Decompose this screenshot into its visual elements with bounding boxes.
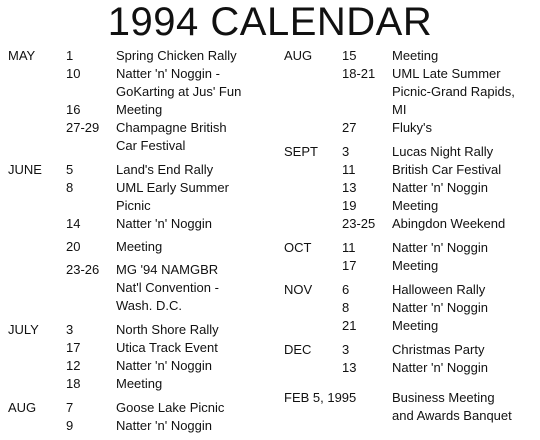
month-label: AUG	[8, 400, 37, 415]
event-row	[342, 299, 536, 317]
month-label: MAY	[8, 48, 36, 63]
event-row	[342, 179, 536, 197]
event-date: 15	[342, 48, 357, 63]
event-description: Natter 'n' Noggin	[116, 216, 213, 231]
event-description: Meeting	[116, 376, 163, 391]
event-date: 8	[342, 300, 350, 315]
event-row	[66, 101, 276, 119]
event-description: North Shore Rally	[116, 322, 219, 337]
event-row	[342, 281, 536, 299]
event-date: 20	[66, 239, 81, 254]
event-date: 6	[342, 282, 350, 297]
event-row	[66, 47, 276, 65]
event-date: 3	[342, 342, 350, 357]
event-description: MG '94 NAMGBR	[116, 262, 219, 277]
month-block-aug	[8, 399, 276, 435]
month-block-july	[8, 321, 276, 393]
event-description: Meeting	[392, 48, 439, 63]
event-description: Picnic	[116, 198, 151, 213]
event-date: 1	[66, 48, 74, 63]
event-row	[342, 239, 536, 257]
event-description: Picnic-Grand Rapids,	[392, 84, 515, 99]
month-block-june	[8, 161, 276, 315]
event-description: Natter 'n' Noggin -	[116, 66, 220, 81]
event-row	[342, 161, 536, 179]
event-description: and Awards Banquet	[392, 408, 512, 423]
right-column	[284, 47, 536, 425]
event-row	[342, 143, 536, 161]
event-description: Christmas Party	[392, 342, 485, 357]
event-date: 17	[342, 258, 357, 273]
event-description: Land's End Rally	[116, 162, 214, 177]
month-label: SEPT	[284, 144, 318, 159]
event-row	[66, 261, 276, 315]
month-block-oct	[284, 239, 536, 275]
event-row	[66, 375, 276, 393]
event-description: Natter 'n' Noggin	[116, 418, 213, 433]
event-description: Meeting	[116, 102, 163, 117]
month-label: DEC	[284, 342, 312, 357]
event-row	[66, 339, 276, 357]
event-description: Goose Lake Picnic	[116, 400, 225, 415]
event-row	[342, 341, 536, 359]
event-row	[66, 321, 276, 339]
event-date: FEB 5, 1995	[284, 390, 357, 405]
event-row	[342, 65, 536, 119]
event-date: 13	[342, 360, 357, 375]
event-date: 7	[66, 400, 74, 415]
event-row	[342, 47, 536, 65]
event-description: MI	[392, 102, 407, 117]
event-date: 18-21	[342, 66, 376, 81]
event-description: British Car Festival	[392, 162, 502, 177]
event-description: Natter 'n' Noggin	[116, 358, 213, 373]
event-description: GoKarting at Jus' Fun	[116, 84, 242, 99]
event-description: Meeting	[392, 258, 439, 273]
event-date: 19	[342, 198, 357, 213]
month-block-dec	[284, 341, 536, 377]
event-date: 5	[66, 162, 74, 177]
event-row	[66, 417, 276, 435]
event-description: Nat'l Convention -	[116, 280, 219, 295]
event-date: 3	[66, 322, 74, 337]
event-date: 14	[66, 216, 81, 231]
event-description: Utica Track Event	[116, 340, 218, 355]
event-description: Fluky's	[392, 120, 433, 135]
event-description: Champagne British	[116, 120, 227, 135]
month-label: AUG	[284, 48, 313, 63]
month-label: JULY	[8, 322, 39, 337]
event-date: 21	[342, 318, 357, 333]
event-date: 10	[66, 66, 81, 81]
event-date: 23-26	[66, 262, 100, 277]
month-label: OCT	[284, 240, 312, 255]
month-block-sept	[284, 143, 536, 233]
event-row	[66, 65, 276, 101]
month-label: JUNE	[8, 162, 42, 177]
final-event-row	[284, 389, 536, 425]
event-row	[66, 357, 276, 375]
event-date: 17	[66, 340, 81, 355]
event-description: Abingdon Weekend	[392, 216, 506, 231]
event-row	[66, 399, 276, 417]
event-date: 12	[66, 358, 81, 373]
event-description: UML Late Summer	[392, 66, 501, 81]
event-description: Business Meeting	[392, 390, 495, 405]
event-row	[342, 317, 536, 335]
event-description: Meeting	[392, 318, 439, 333]
event-date: 9	[66, 418, 74, 433]
event-date: 27-29	[66, 120, 100, 135]
event-date: 3	[342, 144, 350, 159]
left-column	[8, 47, 276, 435]
event-date: 13	[342, 180, 357, 195]
event-row	[66, 119, 276, 155]
event-description: Wash. D.C.	[116, 298, 182, 313]
event-date: 11	[342, 162, 356, 177]
event-description: Halloween Rally	[392, 282, 486, 297]
month-block-aug	[284, 47, 536, 137]
month-label: NOV	[284, 282, 313, 297]
event-row	[66, 215, 276, 233]
event-date: 8	[66, 180, 74, 195]
event-date: 18	[66, 376, 81, 391]
event-description: Natter 'n' Noggin	[392, 300, 489, 315]
event-date: 23-25	[342, 216, 376, 231]
event-date: 11	[342, 240, 356, 255]
event-description: Natter 'n' Noggin	[392, 240, 489, 255]
event-description: Natter 'n' Noggin	[392, 180, 489, 195]
event-description: Meeting	[116, 239, 163, 254]
event-row	[66, 179, 276, 215]
event-row	[66, 161, 276, 179]
event-row	[66, 238, 276, 256]
event-description: UML Early Summer	[116, 180, 229, 195]
event-description: Car Festival	[116, 138, 186, 153]
event-date: 16	[66, 102, 81, 117]
event-description: Lucas Night Rally	[392, 144, 494, 159]
event-description: Natter 'n' Noggin	[392, 360, 489, 375]
event-row	[342, 257, 536, 275]
event-description: Meeting	[392, 198, 439, 213]
event-description: Spring Chicken Rally	[116, 48, 237, 63]
event-row	[342, 215, 536, 233]
event-date: 27	[342, 120, 357, 135]
month-block-nov	[284, 281, 536, 335]
month-block-may	[8, 47, 276, 155]
page-title: 1994 CALENDAR	[107, 0, 433, 44]
event-row	[342, 119, 536, 137]
event-row	[342, 197, 536, 215]
event-row	[342, 359, 536, 377]
